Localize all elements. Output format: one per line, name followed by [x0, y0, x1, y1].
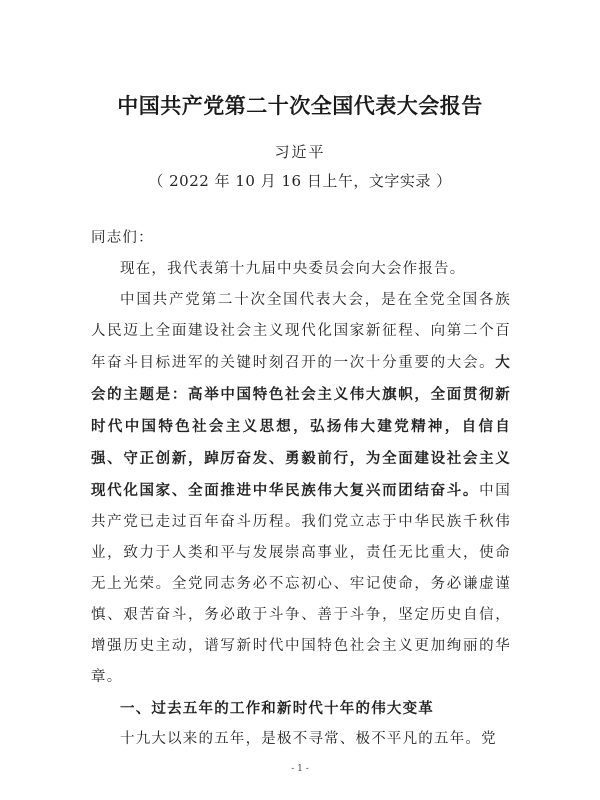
paragraph-2-intro: 中国共产党第二十次全国代表大会，是在全党全国各族人民迈上全面建设社会主义现代化国家新征程、向第二个百年奋斗目标进军的关键时刻召开的一次十分重要的大会。: [91, 292, 511, 371]
section-heading-1: 一、过去五年的工作和新时代十年的伟大变革: [120, 700, 434, 717]
paragraph-2: [91, 285, 511, 693]
paragraph-1: 现在，我代表第十九届中央委员会向大会作报告。: [120, 261, 466, 277]
document-title: 中国共产党第二十次全国代表大会报告: [117, 93, 483, 118]
page-number: - 1 -: [291, 764, 309, 774]
paragraph-3: 十九大以来的五年，是极不寻常、极不平凡的五年。党: [120, 731, 497, 747]
paragraph-2-conclusion: 中国共产党已走过百年奋斗历程。我们党立志于中华民族千秋伟业，致力于人类和平与发展崇高事业，责任无比重大，使命无上光荣。全党同志务必不忘初心、牢记使命，务必谦虚谨慎、艰苦奋斗，务必敢于斗争、善于斗争，坚定历史自信，增强历史主动，谱写新时代中国特色社会主义更加绚丽的华章。: [91, 483, 511, 685]
salutation: 同志们：: [91, 230, 154, 246]
paragraph-2-theme: 大会的主题是：高举中国特色社会主义伟大旗帜，全面贯彻新时代中国特色社会主义思想，弘扬伟大建党精神，自信自强、守正创新，踔厉奋发、勇毅前行，为全面建设社会主义现代化国家、全面推进中华民族伟大复兴而团结奋斗。: [91, 354, 511, 499]
dateline: （ 2022 年 10 月 16 日上午，文字实录 ）: [148, 172, 452, 190]
author-name: 习近平: [274, 143, 326, 161]
document-body: [91, 223, 511, 755]
